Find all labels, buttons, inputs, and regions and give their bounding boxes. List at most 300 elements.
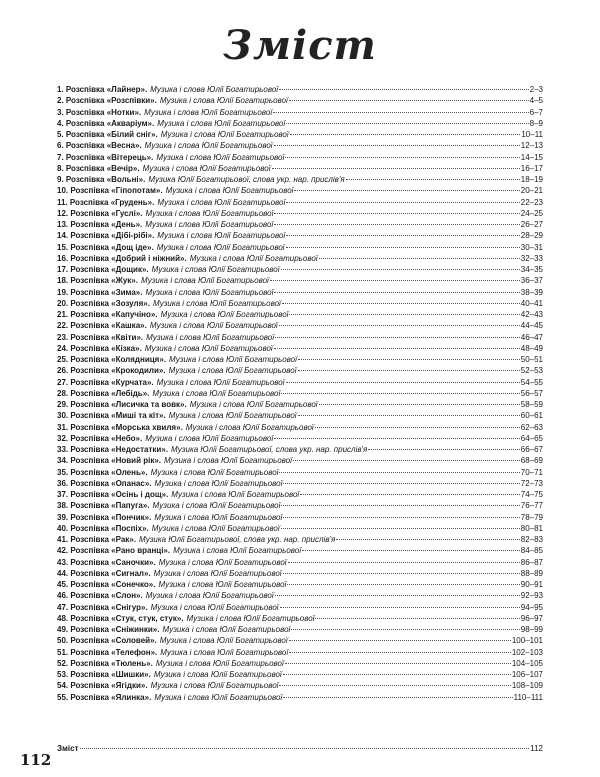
toc-entry-pages: 110–111 <box>513 692 543 702</box>
toc-entry-title: 32. Розспівка «Небо» <box>57 433 140 443</box>
toc-entry-pages: 42–43 <box>520 310 543 319</box>
toc-entry-title: 19. Розспівка «Зима» <box>57 287 141 297</box>
toc-entry-credit: Музика і слова Юлії Богатирьової <box>189 253 318 263</box>
toc-entry-pages: 2–3 <box>529 85 543 94</box>
dot-leader <box>280 607 520 608</box>
dot-leader <box>279 685 510 686</box>
toc-entry <box>57 197 543 208</box>
dot-leader <box>286 123 529 124</box>
dot-leader <box>289 652 511 653</box>
toc-entry-pages: 58–59 <box>520 400 543 409</box>
toc-entry-credit: Музика і слова Юлії Богатирьової <box>154 512 283 522</box>
toc-entry-title: 20. Розспівка «Зозуля» <box>57 298 148 308</box>
title-separator: . <box>154 96 157 106</box>
toc-entry-credit: Музика і слова Юлії Богатирьової <box>185 422 314 432</box>
dot-leader <box>368 449 519 450</box>
dot-leader <box>283 697 512 698</box>
toc-entry-pages: 8–9 <box>529 118 543 128</box>
toc-entry-title: 15. Розспівка «Дощ іде» <box>57 242 152 252</box>
toc-entry <box>57 152 543 163</box>
toc-entry-title: 16. Розспівка «Добрий і ніжний» <box>57 253 185 263</box>
toc-entry-credit: Музика і слова Юлії Богатирьової <box>156 152 285 162</box>
title-separator: . <box>147 298 150 308</box>
toc-entry <box>57 208 543 219</box>
dot-leader <box>319 258 520 259</box>
toc-entry-credit: Музика і слова Юлії Богатирьової <box>146 332 275 342</box>
toc-entry-credit: Музика і слова Юлії Богатирьової <box>169 355 297 364</box>
toc-entry-title: 9. Розспівка «Вольні» <box>57 175 144 184</box>
dot-leader <box>288 562 520 563</box>
title-separator: . <box>152 118 155 128</box>
toc-entry-pages: 74–75 <box>520 490 543 499</box>
toc-entry <box>57 658 543 669</box>
dot-leader <box>274 292 519 293</box>
toc-entry <box>57 84 543 95</box>
toc-entry-title: 51. Розспівка «Телефон» <box>57 647 156 657</box>
dot-leader <box>279 89 529 90</box>
toc-entry-title: 40. Розспівка «Поспіх» <box>57 523 147 533</box>
toc-entry-pages: 14–15 <box>520 152 543 162</box>
title-separator: . <box>153 580 156 589</box>
toc-entry-title: 27. Розспівка «Курчата» <box>57 377 152 387</box>
toc-entry-pages: 62–63 <box>520 422 543 432</box>
toc-entry-credit: Музика і слова Юлії Богатирьової <box>160 310 289 319</box>
toc-entry-pages: 106–107 <box>511 670 543 679</box>
title-separator: . <box>167 546 171 556</box>
title-separator: . <box>152 231 155 241</box>
title-separator: . <box>148 568 151 578</box>
toc-entry-pages: 10–11 <box>521 130 543 139</box>
toc-entry <box>57 647 543 658</box>
toc-entry-credit: Музика і слова Юлії Богатирьової <box>158 557 287 567</box>
toc-entry-credit: Музика і слова Юлії Богатирьової <box>186 613 315 623</box>
dot-leader <box>315 427 520 428</box>
title-separator: . <box>154 636 157 646</box>
toc-entry-credit: Музика і слова Юлії Богатирьової <box>156 242 285 252</box>
toc-entry <box>57 365 543 376</box>
dot-leader <box>274 145 520 146</box>
toc-entry-pages: 52–53 <box>520 366 543 376</box>
toc-entry-credit: Музика і слова Юлії Богатирьової <box>145 287 274 297</box>
toc-entry-pages: 108–109 <box>511 681 543 691</box>
title-separator: . <box>160 186 163 196</box>
toc-entry-title: 12. Розспівка «Гуслі» <box>57 208 141 218</box>
toc-entry <box>57 343 543 354</box>
toc-entry-pages: 26–27 <box>520 220 543 229</box>
toc-entry-title: 37. Розспівка «Осінь і дощ» <box>57 490 167 499</box>
toc-entry-title: 38. Розспівка «Папуга» <box>57 501 148 511</box>
toc-entry <box>57 354 543 365</box>
toc-entry-pages: 12–13 <box>520 141 543 151</box>
toc-entry-pages: 50–51 <box>520 355 543 364</box>
title-separator: . <box>163 355 167 364</box>
toc-entry <box>57 455 543 466</box>
toc-entry-pages: 94–95 <box>520 602 543 612</box>
dot-leader <box>285 663 511 664</box>
dot-leader <box>281 505 519 506</box>
dot-leader <box>275 595 520 596</box>
toc-entry-credit: Музика і слова Юлії Богатирьової <box>154 692 283 702</box>
toc-entry-credit: Музика і слова Юлії Богатирьової <box>152 501 281 511</box>
toc-entry-pages: 84–85 <box>520 546 543 556</box>
dot-leader <box>274 438 520 439</box>
toc-entry-credit: Музика і слова Юлії Богатирьової <box>150 85 279 94</box>
title-separator: . <box>153 557 156 567</box>
toc-entry <box>57 602 543 613</box>
toc-entry <box>57 568 543 579</box>
toc-entry-pages: 22–23 <box>520 197 543 207</box>
title-separator: . <box>133 535 136 544</box>
toc-entry-title: 35. Розспівка «Олень» <box>57 467 146 477</box>
toc-entry-pages: 66–67 <box>520 445 543 454</box>
toc-entry <box>57 275 543 286</box>
toc-entry-title: 1. Розспівка «Лайнер» <box>57 85 145 94</box>
toc-entry-credit: Музика і слова Юлії Богатирьової <box>152 298 281 308</box>
toc-entry <box>57 500 543 511</box>
toc-entry-title: 48. Розспівка «Стук, стук, стук» <box>57 613 182 623</box>
toc-entry-title: 8. Розспівка «Вечір» <box>57 163 138 173</box>
toc-entry-pages: 100–101 <box>511 636 543 646</box>
toc-entry-title: 50. Розспівка «Соловей» <box>57 636 155 646</box>
toc-entry-pages: 16–17 <box>520 163 543 173</box>
dot-leader <box>289 314 519 315</box>
toc-summary-entry <box>57 743 543 754</box>
toc-entry-title: 31. Розспівка «Морська хвиля» <box>57 422 181 432</box>
toc-entry-pages: 64–65 <box>520 433 543 443</box>
toc-entry <box>57 478 543 489</box>
dot-leader <box>273 112 529 113</box>
toc-entry-pages: 92–93 <box>520 591 543 601</box>
title-separator: . <box>144 85 148 94</box>
dot-leader <box>274 224 520 225</box>
toc-entry <box>57 467 543 478</box>
toc-entry-credit: Музика і слова Юлії Богатирьової <box>171 490 300 499</box>
dot-leader <box>291 629 519 630</box>
toc-entry-title: 28. Розспівка «Лебідь» <box>57 388 148 398</box>
toc-entry-title: 55. Розспівка «Ялинка» <box>57 692 150 702</box>
toc-entry-pages: 32–33 <box>520 253 543 263</box>
title-separator: . <box>143 175 146 184</box>
toc-entry-title: 7. Розспівка «Вітерець» <box>57 152 152 162</box>
toc-entry-credit: Музика і слова Юлії Богатирьової <box>189 400 318 409</box>
toc-entry-pages: 82–83 <box>520 535 543 544</box>
summary-label: Зміст <box>57 744 79 753</box>
toc-entry-title: 30. Розспівка «Миші та кіт» <box>57 411 164 421</box>
toc-entry <box>57 624 543 635</box>
toc-entry-credit: Музика і слова Юлії Богатирьової <box>150 467 279 477</box>
title-separator: . <box>138 107 142 117</box>
toc-entry-title: 47. Розспівка «Снігур» <box>57 602 146 612</box>
title-separator: . <box>149 512 152 522</box>
dot-leader <box>300 494 520 495</box>
toc-entry <box>57 298 543 309</box>
title-separator: . <box>145 681 148 691</box>
toc-entry-credit: Музика і слова Юлії Богатирьової <box>150 681 279 691</box>
toc-entry <box>57 163 543 174</box>
toc-entry-title: 2. Розспівка «Розспівки» <box>57 96 155 106</box>
toc-entry-title: 6. Розспівка «Весна» <box>57 141 140 151</box>
title-separator: . <box>146 265 149 274</box>
toc-entry-pages: 44–45 <box>520 321 543 331</box>
toc-entry-credit: Музика і слова Юлії Богатирьової <box>144 107 273 117</box>
toc-entry-pages: 102–103 <box>511 647 543 657</box>
dot-leader <box>290 134 521 135</box>
dot-leader <box>298 415 520 416</box>
dot-leader <box>285 157 520 158</box>
title-separator: . <box>151 377 154 387</box>
toc-entry-title: 13. Розспівка «День» <box>57 220 141 229</box>
summary-pages: 112 <box>530 744 543 753</box>
dot-leader <box>298 359 520 360</box>
toc-entry <box>57 107 543 118</box>
toc-entry-credit: Музика і слова Юлії Богатирьової <box>160 130 289 139</box>
dot-leader <box>80 748 530 749</box>
toc-entry-pages: 20–21 <box>520 186 543 196</box>
toc-entry-title: 39. Розспівка «Пончик» <box>57 512 150 522</box>
toc-entry-pages: 38–39 <box>520 287 543 297</box>
toc-entry-credit: Музика і слова Юлії Богатирьової <box>150 602 279 612</box>
dot-leader <box>294 190 519 191</box>
toc-entry-title: 33. Розспівка «Недостатки» <box>57 445 166 454</box>
toc-entry-credit: Музика і слова Юлії Богатирьової <box>156 377 285 387</box>
toc-entry-pages: 4–5 <box>529 96 543 106</box>
toc-entry-credit: Музика і слова Юлії Богатирьової <box>145 591 274 601</box>
toc-entry <box>57 523 543 534</box>
toc-entry-credit: Музика Юлії Богатирьової, слова укр. нар. прислів'я <box>148 175 345 184</box>
title-separator: . <box>140 332 144 342</box>
toc-entry <box>57 332 543 343</box>
title-separator: . <box>139 141 142 151</box>
toc-entry-credit: Музика і слова Юлії Богатирьової <box>145 208 274 218</box>
title-separator: . <box>184 400 187 409</box>
toc-entry-pages: 40–41 <box>520 298 543 308</box>
toc-entry-pages: 68–69 <box>520 456 543 466</box>
toc-entry-title: 21. Розспівка «Капучіно» <box>57 310 156 319</box>
toc-entry-pages: 54–55 <box>520 377 543 387</box>
title-separator: . <box>145 467 148 477</box>
toc-entry <box>57 242 543 253</box>
dot-leader <box>289 640 511 641</box>
toc-entry <box>57 377 543 388</box>
toc-entry <box>57 185 543 196</box>
title-separator: . <box>146 523 149 533</box>
toc-entry-credit: Музика і слова Юлії Богатирьової <box>168 411 297 421</box>
toc-entry <box>57 590 543 601</box>
toc-entry-credit: Музика і слова Юлії Богатирьової <box>142 163 271 173</box>
toc-entry-title: 34. Розспівка «Новий рік» <box>57 456 159 466</box>
dot-leader <box>289 100 529 101</box>
toc-entry-credit: Музика і слова Юлії Богатирьової <box>158 580 287 589</box>
toc-entry-credit: Музика і слова Юлії Богатирьової <box>165 186 294 196</box>
toc-entry-credit: Музика і слова Юлії Богатирьової <box>164 456 292 466</box>
dot-leader <box>275 337 520 338</box>
toc-entry <box>57 489 543 500</box>
title-separator: . <box>157 625 160 634</box>
dot-leader <box>287 584 519 585</box>
dot-leader <box>283 573 520 574</box>
toc-entry-title: 41. Розспівка «Рак» <box>57 535 134 544</box>
toc-entry <box>57 557 543 568</box>
toc-entry-pages: 34–35 <box>520 265 543 274</box>
title-separator: . <box>144 321 147 331</box>
toc-entry <box>57 253 543 264</box>
dot-leader <box>282 303 520 304</box>
dot-leader <box>298 370 520 371</box>
toc-entry <box>57 545 543 556</box>
toc-entry-credit: Музика і слова Юлії Богатирьової <box>151 523 280 533</box>
title-separator: . <box>140 591 143 601</box>
toc-entry-title: 26. Розспівка «Крокодили» <box>57 366 164 376</box>
toc-entry-pages: 18–19 <box>520 175 543 184</box>
toc-entry-title: 14. Розспівка «Дібі-рібі» <box>57 231 153 241</box>
toc-entry-credit: Музика і слова Юлії Богатирьової <box>149 321 278 331</box>
title-separator: . <box>147 388 150 398</box>
toc-entry-pages: 6–7 <box>529 107 543 117</box>
dot-leader <box>286 382 520 383</box>
toc-entry-credit: Музика і слова Юлії Богатирьової <box>168 366 297 376</box>
toc-entry-pages: 78–79 <box>520 512 543 522</box>
dot-leader <box>281 393 519 394</box>
toc-entry-credit: Музика і слова Юлії Богатирьової <box>159 636 288 646</box>
toc-entry-title: 49. Розспівка «Сніжинки» <box>57 625 158 634</box>
title-separator: . <box>148 670 151 679</box>
toc-entry-credit: Музика і слова Юлії Богатирьової <box>153 670 282 679</box>
dot-leader <box>274 213 519 214</box>
dot-leader <box>346 179 520 180</box>
toc-entry-title: 24. Розспівка «Кізка» <box>57 343 140 353</box>
toc-entry <box>57 534 543 545</box>
toc-entry <box>57 174 543 185</box>
title-separator: . <box>163 366 166 376</box>
toc-entry-credit: Музика і слова Юлії Богатирьової <box>162 625 291 634</box>
dot-leader <box>336 539 519 540</box>
dot-leader <box>279 325 520 326</box>
toc-entry-title: 3. Розспівка «Нотки» <box>57 107 139 117</box>
dot-leader <box>315 618 519 619</box>
title-separator: . <box>155 310 158 319</box>
toc-entry-pages: 28–29 <box>520 231 543 241</box>
toc-entry <box>57 613 543 624</box>
title-separator: . <box>140 220 143 229</box>
title-separator: . <box>158 456 162 466</box>
toc-entry-pages: 30–31 <box>520 242 543 252</box>
toc-entry-credit: Музика і слова Юлії Богатирьової <box>151 265 280 274</box>
toc-entry-title: 44. Розспівка «Сигнал» <box>57 568 149 578</box>
toc-entry <box>57 399 543 410</box>
dot-leader <box>283 674 511 675</box>
toc-entry-pages: 70–71 <box>520 467 543 477</box>
toc-entry <box>57 230 543 241</box>
toc-entry-pages: 56–57 <box>520 388 543 398</box>
toc-entry <box>57 692 543 703</box>
dot-leader <box>286 202 519 203</box>
toc-entry <box>57 140 543 151</box>
title-separator: . <box>152 197 155 207</box>
title-separator: . <box>180 422 183 432</box>
dot-leader <box>293 460 520 461</box>
toc-entry-title: 4. Розспівка «Акваріум» <box>57 118 152 128</box>
toc-entry-credit: Музика і слова Юлії Богатирьової <box>140 276 269 286</box>
toc-entry-pages: 104–105 <box>511 658 543 668</box>
toc-entry-title: 25. Розспівка «Колядниця» <box>57 355 164 364</box>
dot-leader <box>270 280 520 281</box>
title-separator: . <box>155 647 158 657</box>
toc-entry-title: 46. Розспівка «Слон» <box>57 591 141 601</box>
title-separator: . <box>163 411 166 421</box>
title-separator: . <box>137 163 140 173</box>
toc-entry-pages: 48–49 <box>520 343 543 353</box>
toc-entry-title: 17. Розспівка «Дощик» <box>57 265 147 274</box>
dot-leader <box>286 247 520 248</box>
page-title: Зміст <box>223 22 377 69</box>
toc-entry-credit: Музика і слова Юлії Богатирьової <box>144 343 273 353</box>
toc-entry <box>57 433 543 444</box>
table-of-contents <box>57 84 543 703</box>
toc-entry-credit: Музика і слова Юлії Богатирьової <box>155 658 284 668</box>
title-separator: . <box>135 276 138 286</box>
toc-entry-credit: Музика і слова Юлії Богатирьової <box>145 220 274 229</box>
toc-entry-pages: 96–97 <box>520 613 543 623</box>
toc-entry-credit: Музика Юлії Богатирьової, слова укр. нар. прислів'я <box>171 445 368 454</box>
toc-entry <box>57 320 543 331</box>
title-separator: . <box>145 602 148 612</box>
title-separator: . <box>150 658 153 668</box>
title-separator: . <box>151 242 154 252</box>
toc-entry-title: 45. Розспівка «Сонечко» <box>57 580 154 589</box>
toc-entry <box>57 410 543 421</box>
toc-entry <box>57 309 543 320</box>
toc-entry <box>57 512 543 523</box>
toc-entry <box>57 422 543 433</box>
title-separator: . <box>147 501 150 511</box>
title-separator: . <box>155 130 158 139</box>
toc-entry <box>57 680 543 691</box>
title-separator: . <box>184 253 187 263</box>
toc-entry-credit: Музика і слова Юлії Богатирьової <box>154 478 283 488</box>
title-separator: . <box>140 208 143 218</box>
dot-leader <box>279 472 519 473</box>
toc-entry-pages: 80–81 <box>520 523 543 533</box>
dot-leader <box>281 269 520 270</box>
title-separator: . <box>166 490 169 499</box>
toc-entry-pages: 36–37 <box>520 276 543 286</box>
toc-entry <box>57 129 543 140</box>
toc-entry-pages: 46–47 <box>520 332 543 342</box>
toc-entry-credit: Музика і слова Юлії Богатирьової <box>173 546 302 556</box>
toc-entry-credit: Музика і слова Юлії Богатирьової <box>152 388 281 398</box>
title-separator: . <box>139 343 142 353</box>
toc-entry-pages: 88–89 <box>520 568 543 578</box>
toc-entry-title: 42. Розспівка «Рано вранці» <box>57 546 168 556</box>
dot-leader <box>286 235 520 236</box>
toc-entry-title: 53. Розспівка «Шишки» <box>57 670 149 679</box>
toc-entry-credit: Музика і слова Юлії Богатирьової <box>157 231 286 241</box>
toc-entry-credit: Музика і слова Юлії Богатирьової <box>157 118 286 128</box>
dot-leader <box>283 483 519 484</box>
title-separator: . <box>149 692 152 702</box>
toc-entry <box>57 219 543 230</box>
toc-entry-title: 36. Розспівка «Опанас» <box>57 478 150 488</box>
dot-leader <box>274 348 520 349</box>
toc-entry <box>57 264 543 275</box>
toc-entry-credit: Музика і слова Юлії Богатирьової <box>157 197 286 207</box>
toc-entry-title: 29. Розспівка «Лисичка та вовк» <box>57 400 185 409</box>
toc-entry-title: 23. Розспівка «Квіти» <box>57 332 141 342</box>
toc-entry-title: 22. Розспівка «Кашка» <box>57 321 145 331</box>
toc-entry-pages: 72–73 <box>520 478 543 488</box>
toc-entry-title: 52. Розспівка «Тюлень» <box>57 658 151 668</box>
toc-entry-pages: 60–61 <box>520 411 543 421</box>
